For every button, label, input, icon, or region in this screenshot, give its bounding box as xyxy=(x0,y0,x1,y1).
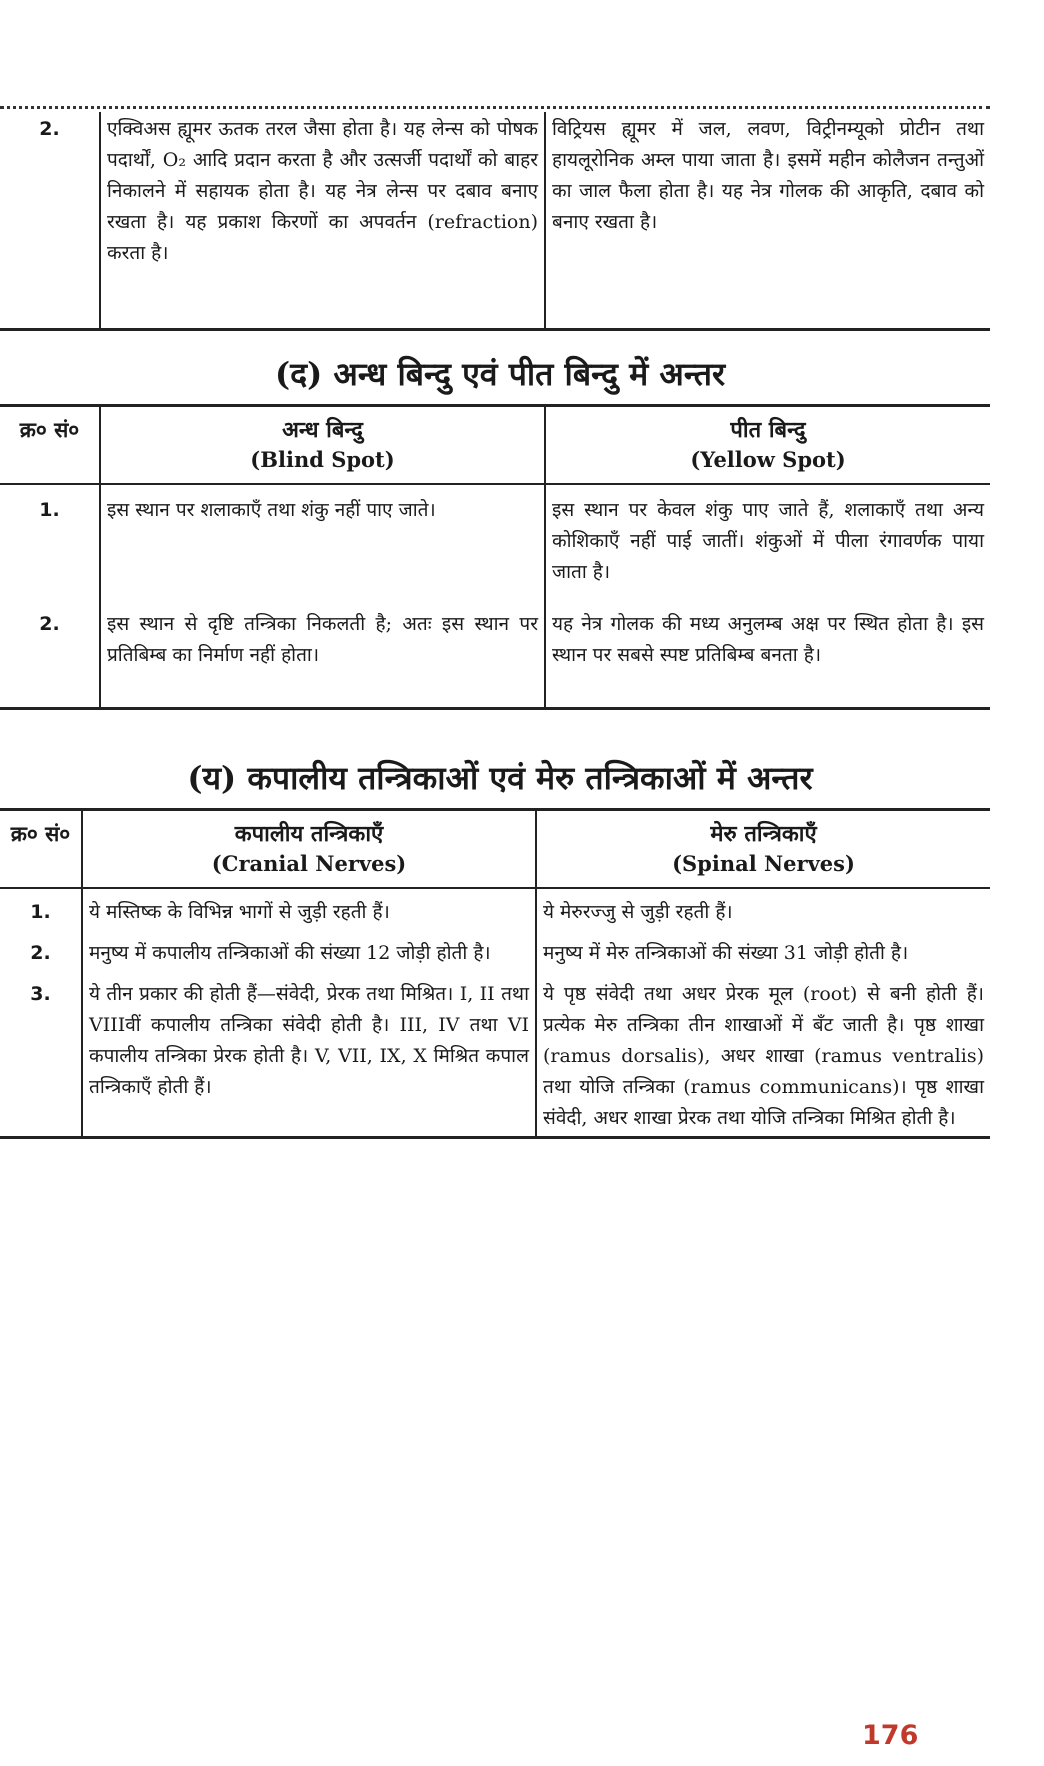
yellow-spot-cell: यह नेत्र गोलक की मध्य अनुलम्ब अक्ष पर स्थित होता है। इस स्थान पर सबसे स्पष्ट प्रतिबिम्ब बनता है। xyxy=(545,607,990,709)
blind-spot-header xyxy=(100,406,545,485)
vitreous-humour-cell: विट्रियस ह्यूमर में जल, लवण, विट्रीनम्यूको प्रोटीन तथा हायलूरोनिक अम्ल पाया जाता है। इसमें महीन कोलैजन तन्तुओं का जाल फैला होता है। यह नेत्र गोलक की आकृति, दबाव को बनाए रखता है। xyxy=(545,112,990,330)
row-number: 3. xyxy=(0,971,82,1138)
section-d-title: (द) अन्ध बिन्दु एवं पीत बिन्दु में अन्तर xyxy=(274,355,726,393)
page-number: 176 xyxy=(862,1720,919,1751)
cranial-spinal-nerves-table xyxy=(0,808,990,1139)
table-row xyxy=(0,484,990,607)
serial-number-header: क्र० सं० xyxy=(10,821,71,846)
table-row xyxy=(0,971,990,1138)
yellow-spot-header xyxy=(545,406,990,485)
blind-spot-cell: इस स्थान से दृष्टि तन्त्रिका निकलती है; अतः इस स्थान पर प्रतिबिम्ब का निर्माण नहीं होता। xyxy=(100,607,545,709)
row-number: 1. xyxy=(39,499,60,521)
cranial-nerves-header-hindi: कपालीय तन्त्रिकाएँ xyxy=(234,821,384,847)
row-number: 2. xyxy=(0,112,100,330)
spinal-nerves-cell: ये मेरुरज्जु से जुड़ी रहती हैं। xyxy=(536,888,990,930)
blind-spot-cell: इस स्थान पर शलाकाएँ तथा शंकु नहीं पाए जाते। xyxy=(100,484,545,607)
spinal-nerves-header xyxy=(536,810,990,889)
row-number: 2. xyxy=(0,607,100,709)
cranial-nerves-header-english: (Cranial Nerves) xyxy=(211,851,407,876)
table-row xyxy=(0,930,990,971)
yellow-spot-cell: इस स्थान पर केवल शंकु पाए जाते हैं, शलाकाएँ तथा अन्य कोशिकाएँ नहीं पाई जातीं। शंकुओं में पीला रंगावर्णक पाया जाता है। xyxy=(545,484,990,607)
spinal-nerves-cell: ये पृष्ठ संवेदी तथा अधर प्रेरक मूल (root) से बनी होती हैं। प्रत्येक मेरु तन्त्रिका तीन शाखाओं में बँट जाती है। पृष्ठ शाखा (ramus dorsalis), अधर शाखा (ramus ventralis) तथा योजि तन्त्रिका (ramus communicans)। पृष्ठ शाखा संवेदी, अधर शाखा प्रेरक तथा योजि तन्त्रिका मिश्रित होती है। xyxy=(536,971,990,1138)
spinal-nerves-cell: मनुष्य में मेरु तन्त्रिकाओं की संख्या 31 जोड़ी होती है। xyxy=(536,930,990,971)
yellow-spot-header-english: (Yellow Spot) xyxy=(690,447,846,472)
cranial-nerves-cell: ये तीन प्रकार की होती हैं—संवेदी, प्रेरक तथा मिश्रित। I, II तथा VIIIवीं कपालीय तन्त्रिका संवेदी होती है। III, IV तथा VI कपालीय तन्त्रिका प्रेरक होती है। V, VII, IX, X मिश्रित कपाल तन्त्रिकाएँ होती हैं। xyxy=(82,971,536,1138)
cranial-nerves-header xyxy=(82,810,536,889)
spinal-nerves-header-hindi: मेरु तन्त्रिकाएँ xyxy=(710,821,817,847)
row-number: 1. xyxy=(30,901,51,923)
serial-number-header: क्र० सं० xyxy=(19,417,80,442)
table-header-row xyxy=(0,810,990,889)
blind-yellow-spot-table xyxy=(0,404,990,710)
table-row xyxy=(0,607,990,709)
yellow-spot-header-hindi: पीत बिन्दु xyxy=(730,417,806,443)
blind-spot-header-english: (Blind Spot) xyxy=(250,447,395,472)
cranial-nerves-cell: ये मस्तिष्क के विभिन्न भागों से जुड़ी रहती हैं। xyxy=(82,888,536,930)
blind-spot-header-hindi: अन्ध बिन्दु xyxy=(282,417,363,443)
aqueous-humour-cell: एक्विअस ह्यूमर ऊतक तरल जैसा होता है। यह लेन्स को पोषक पदार्थों, O₂ आदि प्रदान करता है और उत्सर्जी पदार्थों को बाहर निकालने में सहायक होता है। यह नेत्र लेन्स पर दबाव बनाए रखता है। यह प्रकाश किरणों का अपवर्तन (refraction) करता है। xyxy=(100,112,545,330)
continuation-table xyxy=(0,112,990,331)
table-header-row xyxy=(0,406,990,485)
spinal-nerves-header-english: (Spinal Nerves) xyxy=(672,851,855,876)
table-row xyxy=(0,888,990,930)
table-row xyxy=(0,112,990,330)
top-dotted-rule xyxy=(0,106,990,109)
section-y-title: (य) कपालीय तन्त्रिकाओं एवं मेरु तन्त्रिकाओं में अन्तर xyxy=(187,759,813,797)
row-number: 2. xyxy=(30,942,51,964)
cranial-nerves-cell: मनुष्य में कपालीय तन्त्रिकाओं की संख्या 12 जोड़ी होती है। xyxy=(82,930,536,971)
